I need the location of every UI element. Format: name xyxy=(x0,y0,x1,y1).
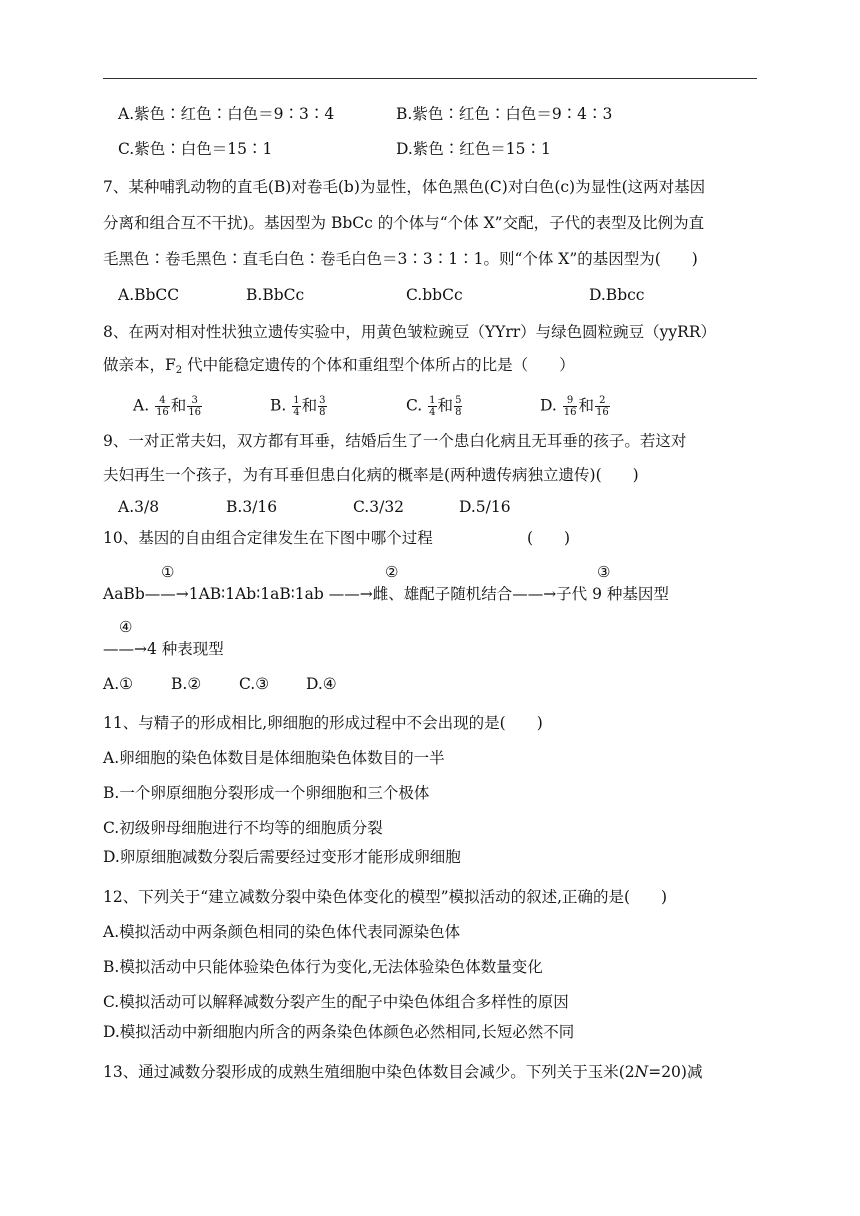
q11-option-b: B.一个卵原细胞分裂形成一个卵细胞和三个极体 xyxy=(103,784,430,802)
q7-stem-line-1: 7、某种哺乳动物的直毛(B)对卷毛(b)为显性，体色黑色(C)对白色(c)为显性(这两对基因 xyxy=(103,178,706,196)
q10-stem: 10、基因的自由组合定律发生在下图中哪个过程 xyxy=(103,529,433,547)
header-rule xyxy=(103,78,757,79)
q10-option-c: C.③ xyxy=(239,675,270,693)
q7-stem-line-2: 分离和组合互不干扰)。基因型为 BbCc 的个体与“个体 X”交配，子代的表型及比例为直 xyxy=(103,214,705,232)
q9-option-c: C.3/32 xyxy=(353,498,405,516)
q12-option-d: D.模拟活动中新细胞内所含的两条染色体颜色必然相同,长短必然不同 xyxy=(103,1023,575,1041)
q12-stem: 12、下列关于“建立减数分裂中染色体变化的模型”模拟活动的叙述,正确的是( ) xyxy=(103,888,668,906)
fraction: $\frac{1}{4}$ xyxy=(293,395,300,418)
q10-option-a: A.① xyxy=(103,675,134,693)
q8-stem-line-1: 8、在两对相对性状独立遗传实验中，用黄色皱粒豌豆（YYrr）与绿色圆粒豌豆（yyRR） xyxy=(103,323,717,341)
step-marker-2: ② xyxy=(385,563,399,581)
q6-option-d: D.紫色∶红色＝15∶1 xyxy=(396,140,551,158)
q8-option-c: C. $\frac{1}{4}$ 和 $\frac{5}{8}$ xyxy=(406,395,462,418)
q7-option-a: A.BbCC xyxy=(118,286,180,304)
fraction: $\frac{5}{8}$ xyxy=(455,395,462,418)
step-marker-4: ④ xyxy=(119,618,133,636)
fraction: $\frac{3}{16}$ xyxy=(188,395,202,418)
q10-answer-paren: ( ) xyxy=(527,529,571,547)
q9-option-a: A.3/8 xyxy=(118,498,160,516)
fraction: $\frac{1}{4}$ xyxy=(429,395,436,418)
q7-option-c: C.bbCc xyxy=(406,286,463,304)
q9-stem-line-2: 夫妇再生一个孩子，为有耳垂但患白化病的概率是(两种遗传病独立遗传)( ) xyxy=(103,466,639,484)
q7-option-d: D.Bbcc xyxy=(589,286,645,304)
q10-flow-line-1: AaBb——→1AB∶1Ab∶1aB∶1ab ——→雌、雄配子随机结合——→子代 9 种基因型 xyxy=(103,585,669,603)
q12-option-a: A.模拟活动中两条颜色相同的染色体代表同源染色体 xyxy=(103,923,461,941)
q11-stem: 11、与精子的形成相比,卵细胞的形成过程中不会出现的是( ) xyxy=(103,714,543,732)
fraction: $\frac{2}{16}$ xyxy=(596,395,609,418)
step-marker-3: ③ xyxy=(597,563,611,581)
q9-option-b: B.3/16 xyxy=(226,498,278,516)
q10-option-b: B.② xyxy=(171,675,202,693)
fraction: $\frac{4}{16}$ xyxy=(156,395,169,418)
q10-option-d: D.④ xyxy=(306,675,337,693)
q11-option-c: C.初级卵母细胞进行不均等的细胞质分裂 xyxy=(103,819,383,837)
step-marker-1: ① xyxy=(161,563,175,581)
q8-option-b: B. $\frac{1}{4}$ 和 $\frac{3}{8}$ xyxy=(270,395,326,418)
q11-option-a: A.卵细胞的染色体数目是体细胞染色体数目的一半 xyxy=(103,749,445,767)
q12-option-b: B.模拟活动中只能体验染色体行为变化,无法体验染色体数量变化 xyxy=(103,958,543,976)
q9-stem-line-1: 9、一对正常夫妇，双方都有耳垂，结婚后生了一个患白化病且无耳垂的孩子。若这对 xyxy=(103,432,687,450)
q13-stem-line-1: 13、通过减数分裂形成的成熟生殖细胞中染色体数目会减少。下列关于玉米(2N=20)减 xyxy=(103,1063,703,1081)
q8-option-d: D. $\frac{9}{16}$ 和 $\frac{2}{16}$ xyxy=(540,395,609,418)
fraction: $\frac{3}{8}$ xyxy=(319,395,326,418)
q10-flow-line-2: ——→4 种表现型 xyxy=(103,640,224,658)
q6-option-c: C.紫色∶白色＝15∶1 xyxy=(118,140,273,158)
q12-option-c: C.模拟活动可以解释减数分裂产生的配子中染色体组合多样性的原因 xyxy=(103,993,569,1011)
q7-option-b: B.BbCc xyxy=(246,286,305,304)
q9-option-d: D.5/16 xyxy=(459,498,511,516)
q11-option-d: D.卵原细胞减数分裂后需要经过变形才能形成卵细胞 xyxy=(103,848,461,866)
q6-option-a: A.紫色∶红色∶白色＝9∶3∶4 xyxy=(118,105,335,123)
q7-stem-line-3: 毛黑色∶卷毛黑色∶直毛白色∶卷毛白色＝3∶3∶1∶1。则“个体 X”的基因型为( ) xyxy=(103,250,698,268)
q8-stem-line-2: 做亲本，$F_2$ 代中能稳定遗传的个体和重组型个体所占的比是（ ） xyxy=(103,356,575,376)
q6-option-b: B.紫色∶红色∶白色＝9∶4∶3 xyxy=(396,105,613,123)
q8-option-a: A. $\frac{4}{16}$ 和 $\frac{3}{16}$ xyxy=(133,395,202,418)
fraction: $\frac{9}{16}$ xyxy=(563,395,577,418)
